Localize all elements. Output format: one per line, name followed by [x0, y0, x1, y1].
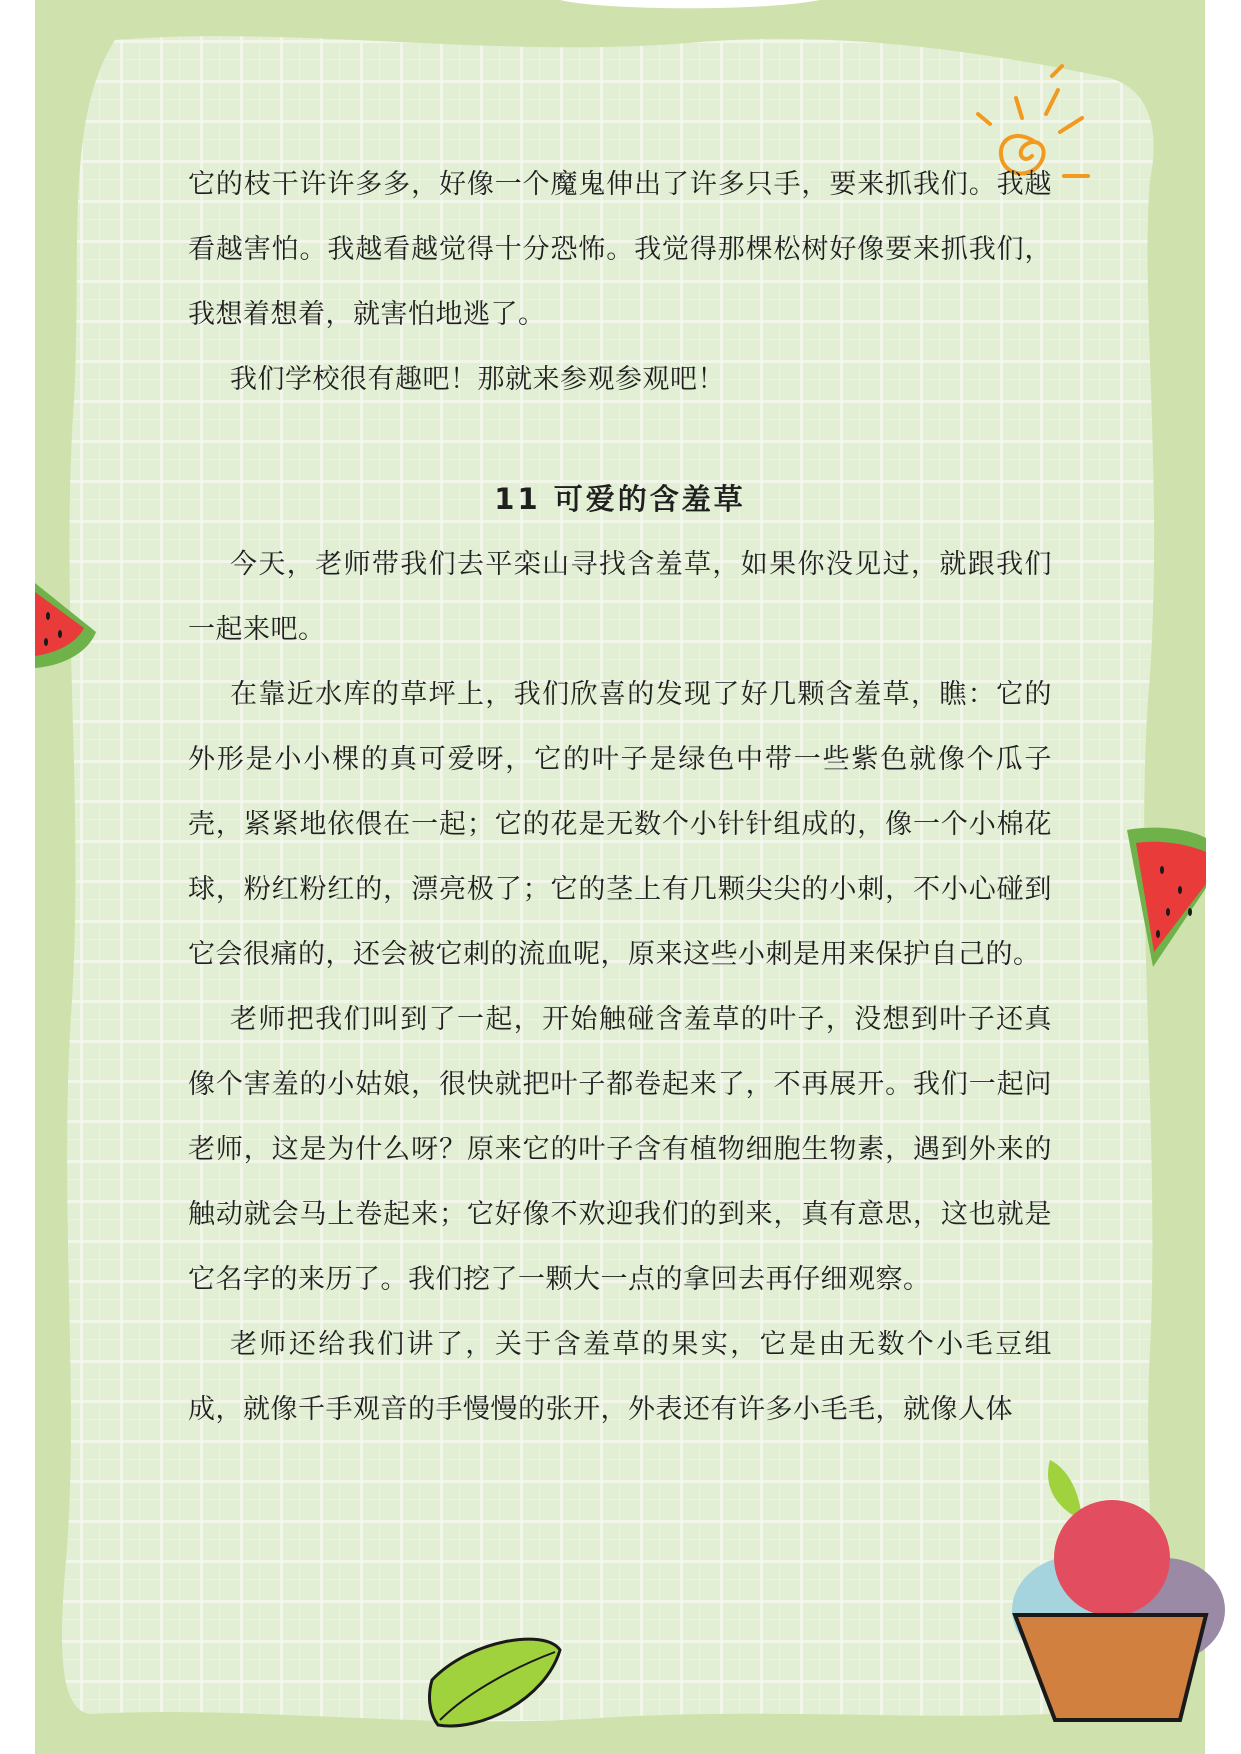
section-title: 11 可爱的含羞草	[494, 482, 746, 516]
paragraph: 我们学校很有趣吧！那就来参观参观吧！	[230, 364, 725, 395]
body-text	[188, 152, 1052, 1442]
paragraph: 老师还给我们讲了，关于含羞草的果实，它是由无数个小毛豆组成，就像千手观音的手慢慢的张开，外表还有许多小毛毛，就像人体	[188, 1329, 1052, 1425]
paragraph: 它的枝干许许多多，好像一个魔鬼伸出了许多只手，要来抓我们。我越看越害怕。我越看越觉得十分恐怖。我觉得那棵松树好像要来抓我们，我想着想着，就害怕地逃了。	[188, 169, 1052, 330]
paragraph: 今天，老师带我们去平栾山寻找含羞草，如果你没见过，就跟我们一起来吧。	[188, 549, 1052, 645]
paragraph: 在靠近水库的草坪上，我们欣喜的发现了好几颗含羞草，瞧：它的外形是小小棵的真可爱呀，它的叶子是绿色中带一些紫色就像个瓜子壳，紧紧地依偎在一起；它的花是无数个小针针组成的，像一个小棉花球，粉红粉红的，漂亮极了；它的茎上有几颗尖尖的小刺，不小心碰到它会很痛的，还会被它刺的流血呢，原来这些小刺是用来保护自己的。	[188, 679, 1052, 970]
paragraph: 老师把我们叫到了一起，开始触碰含羞草的叶子，没想到叶子还真像个害羞的小姑娘，很快就把叶子都卷起来了，不再展开。我们一起问老师，这是为什么呀？原来它的叶子含有植物细胞生物素，遇到外来的触动就会马上卷起来；它好像不欢迎我们的到来，真有意思，这也就是它名字的来历了。我们挖了一颗大一点的拿回去再仔细观察。	[188, 1004, 1052, 1295]
